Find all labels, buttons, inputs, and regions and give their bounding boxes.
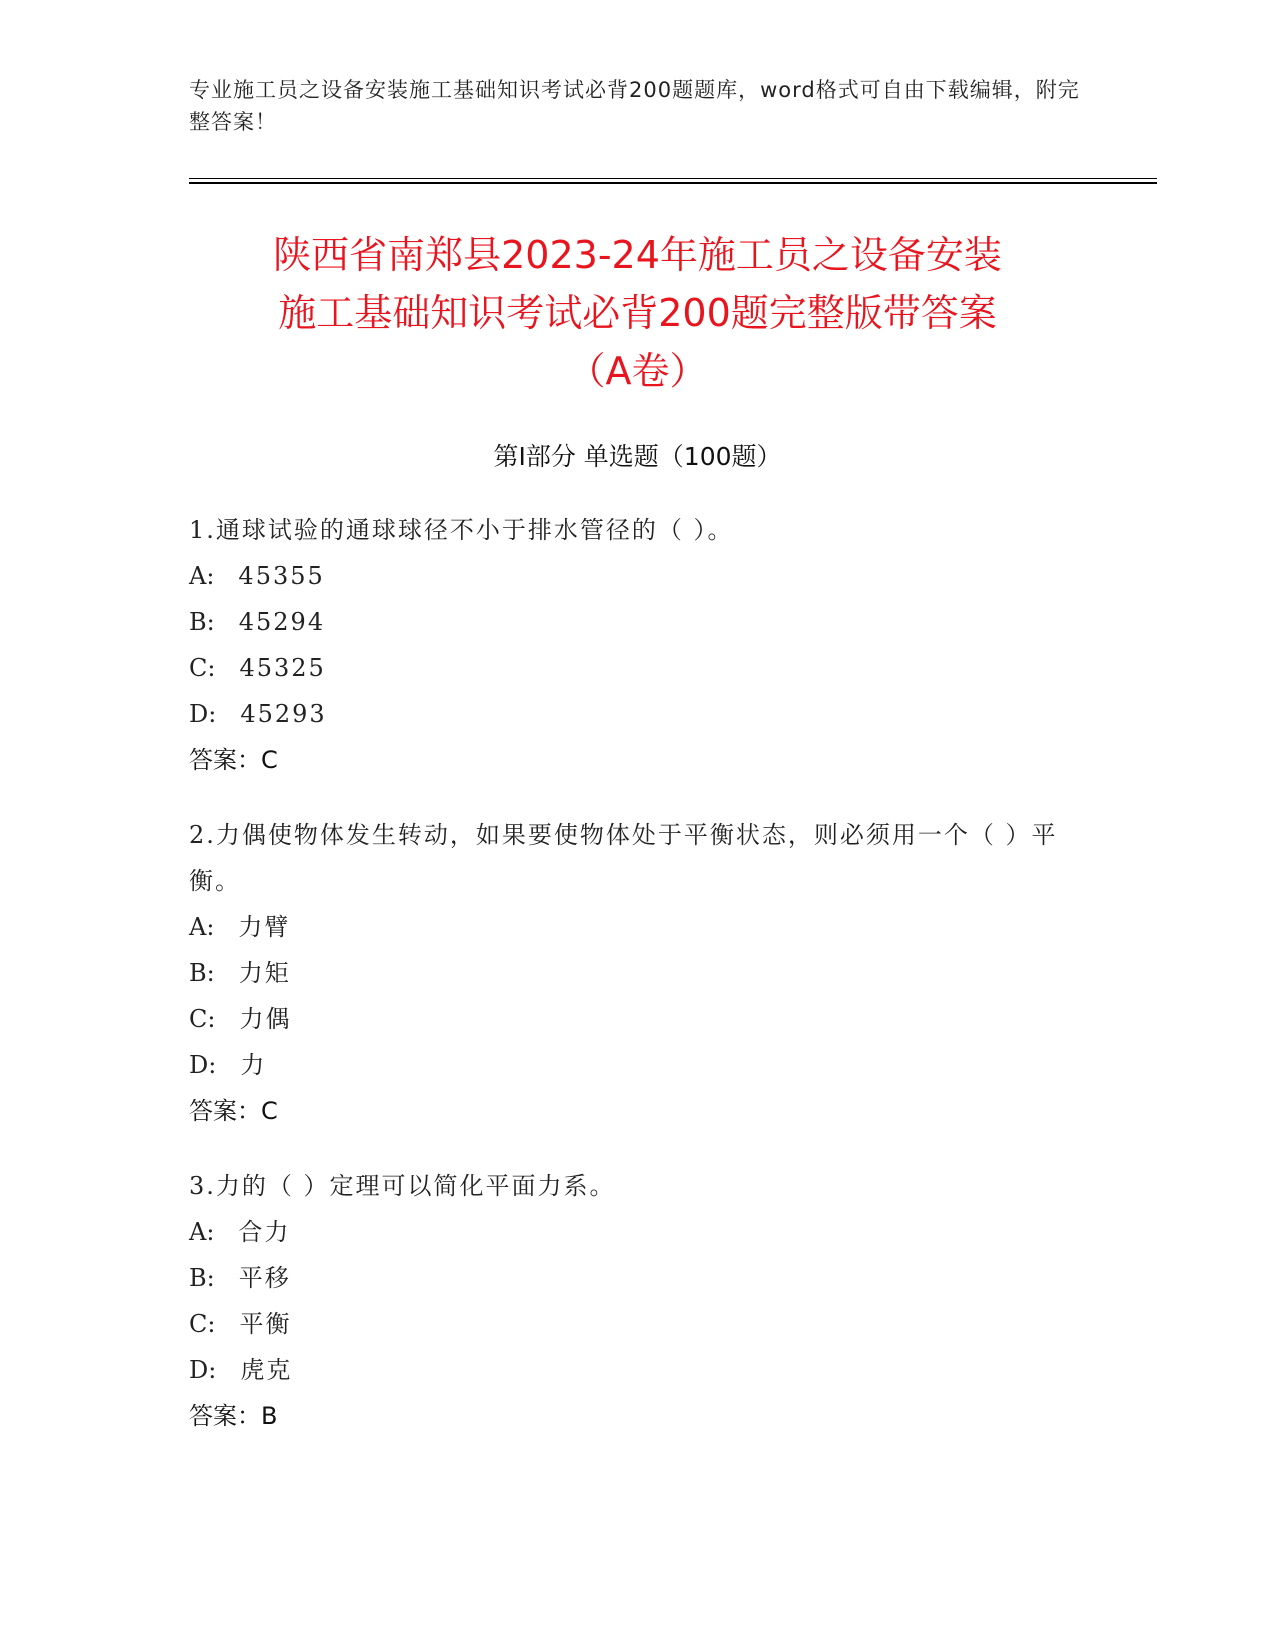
question-stem: 1.通球试验的通球球径不小于排水管径的（ ）。 xyxy=(189,516,734,544)
header-note: 专业施工员之设备安装施工基础知识考试必背200题题库，word格式可自由下载编辑，附完整答案！ xyxy=(189,78,1080,134)
answer-line: 答案：C xyxy=(189,1097,278,1125)
question-stem: 3.力的（ ）定理可以简化平面力系。 xyxy=(189,1172,616,1200)
option-letter: B: xyxy=(189,959,215,987)
option-d xyxy=(189,1042,1089,1088)
option-b xyxy=(189,1255,1089,1301)
option-d xyxy=(189,1347,1089,1393)
section-title: 第I部分 单选题（100题） xyxy=(493,442,782,471)
option-letter: A: xyxy=(189,1218,215,1246)
option-text: 45355 xyxy=(238,562,325,590)
option-c xyxy=(189,996,1089,1042)
option-letter: D: xyxy=(189,1051,217,1079)
option-letter: D: xyxy=(189,700,217,728)
question-1 xyxy=(189,507,1089,783)
option-letter: C: xyxy=(189,654,216,682)
answer-line: 答案：B xyxy=(189,1402,278,1430)
option-letter: C: xyxy=(189,1005,216,1033)
question-3 xyxy=(189,1163,1089,1439)
option-a xyxy=(189,553,1089,599)
header-divider-thick xyxy=(189,182,1157,184)
option-letter: C: xyxy=(189,1310,216,1338)
header-divider-thin xyxy=(189,178,1157,179)
option-text: 平衡 xyxy=(239,1310,292,1338)
option-b xyxy=(189,950,1089,996)
option-a xyxy=(189,904,1089,950)
option-a xyxy=(189,1209,1089,1255)
document-title xyxy=(160,226,1115,400)
option-text: 45294 xyxy=(238,608,326,636)
option-letter: A: xyxy=(189,562,215,590)
option-letter: D: xyxy=(189,1356,217,1384)
document-title-line: 陕西省南郑县2023-24年施工员之设备安装 xyxy=(273,233,1002,277)
option-text: 平移 xyxy=(238,1264,291,1292)
option-letter: B: xyxy=(189,608,215,636)
option-text: 力 xyxy=(240,1051,267,1079)
option-text: 合力 xyxy=(238,1218,291,1246)
document-title-line: 施工基础知识考试必背200题完整版带答案 xyxy=(278,291,997,335)
option-text: 力臂 xyxy=(238,913,291,941)
option-text: 力偶 xyxy=(239,1005,292,1033)
document-title-line: （A卷） xyxy=(567,349,708,393)
option-letter: A: xyxy=(189,913,215,941)
question-stem: 2.力偶使物体发生转动，如果要使物体处于平衡状态，则必须用一个（ ）平衡。 xyxy=(189,821,1058,895)
option-c xyxy=(189,1301,1089,1347)
option-text: 虎克 xyxy=(240,1356,293,1384)
answer-line: 答案：C xyxy=(189,746,278,774)
option-d xyxy=(189,691,1089,737)
option-c xyxy=(189,645,1089,691)
option-text: 45325 xyxy=(239,654,326,682)
option-letter: B: xyxy=(189,1264,215,1292)
question-2 xyxy=(189,812,1089,1134)
option-text: 45293 xyxy=(240,700,327,728)
option-text: 力矩 xyxy=(238,959,291,987)
option-b xyxy=(189,599,1089,645)
